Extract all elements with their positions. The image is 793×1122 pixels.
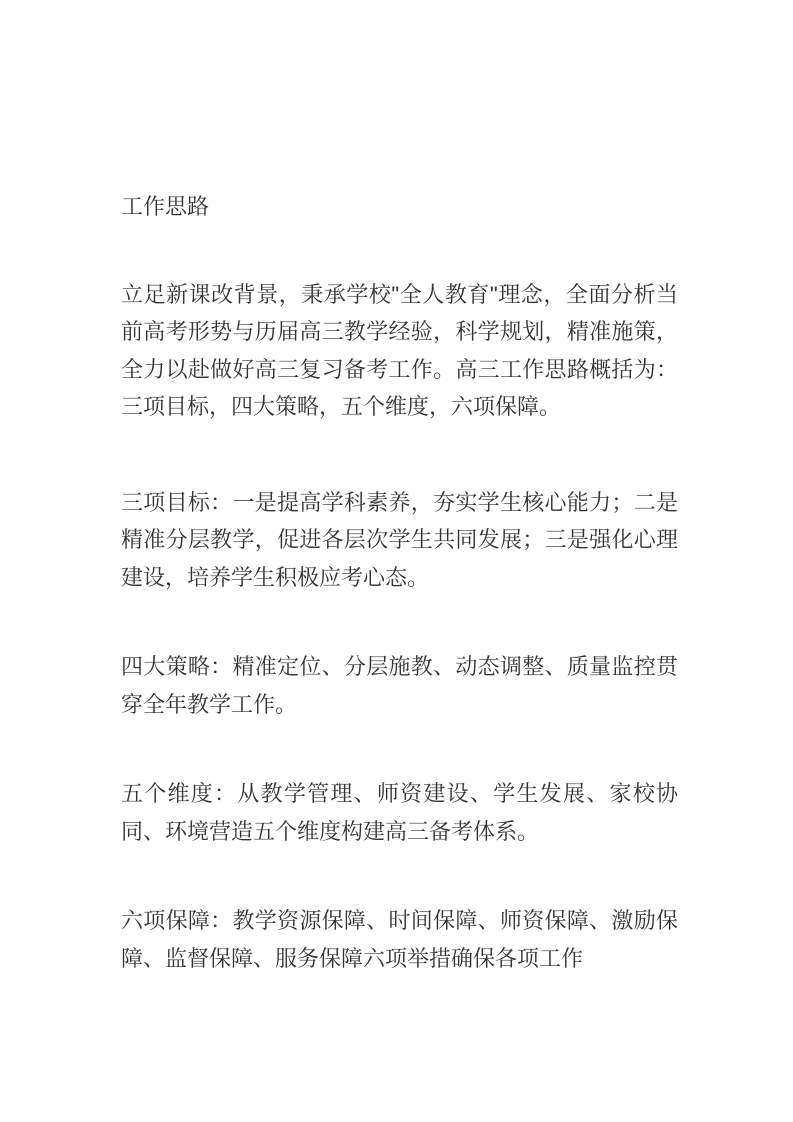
document-title: 工作思路	[121, 194, 210, 219]
document-content	[121, 188, 678, 977]
paragraph-six-safeguards: 六项保障：教学资源保障、时间保障、师资保障、激励保障、监督保障、服务保障六项举措确保各项工作	[121, 908, 678, 971]
paragraph-five-dimensions: 五个维度：从教学管理、师资建设、学生发展、家校协同、环境营造五个维度构建高三备考体系。	[121, 781, 678, 844]
paragraph-four-strategies: 四大策略：精准定位、分层施教、动态调整、质量监控贯穿全年教学工作。	[121, 654, 678, 717]
paragraph-three-goals: 三项目标：一是提高学科素养，夯实学生核心能力；二是精准分层教学，促进各层次学生共同发展；三是强化心理建设，培养学生积极应考心态。	[121, 489, 678, 590]
paragraph-overview: 立足新课改背景，秉承学校"全人教育"理念，全面分析当前高考形势与历届高三教学经验，科学规划，精准施策，全力以赴做好高三复习备考工作。高三工作思路概括为：三项目标，四大策略，五个维度，六项保障。	[121, 281, 678, 419]
